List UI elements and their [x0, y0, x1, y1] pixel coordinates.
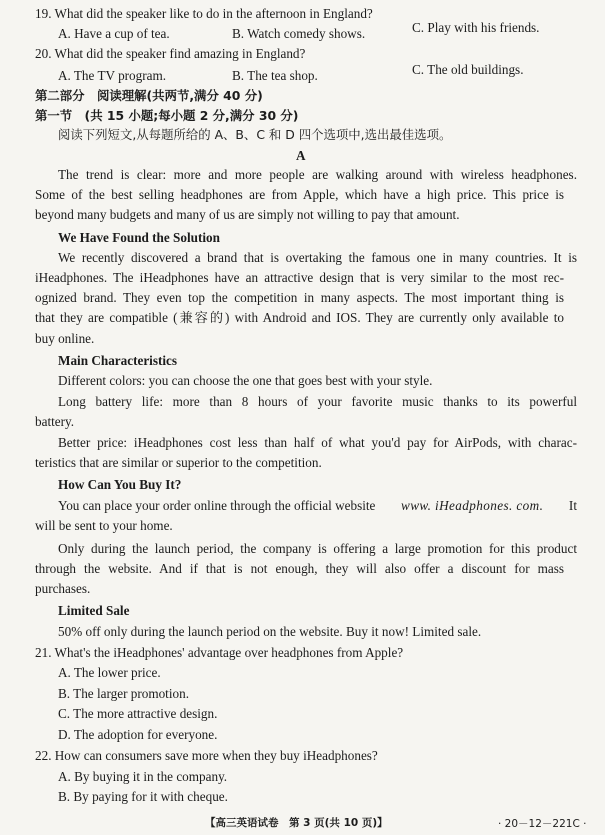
q21-option-d: D. The adoption for everyone. — [58, 727, 218, 742]
q20-option-a: A. The TV program. — [58, 68, 167, 83]
passage-label: A — [296, 148, 306, 163]
passage-p7-line2: through the website. And if that is not enough, they will also offer a discount for mass — [35, 561, 564, 576]
passage-p6-line2: will be sent to your home. — [35, 518, 173, 533]
reading-instruction: 阅读下列短文,从每题所给的 A、B、C 和 D 四个选项中,选出最佳选项。 — [58, 127, 452, 142]
passage-p5-line1: Better price: iHeadphones cost less than half of what you'd pay for AirPods, with charac- — [58, 435, 577, 450]
passage-p2-line2: iHeadphones. The iHeadphones have an attractive design that is very similar to the most rec- — [35, 270, 564, 285]
q19-stem: 19. What did the speaker like to do in the afternoon in England? — [35, 6, 373, 21]
passage-p2-line4: that they are compatible (兼容的) with Android and IOS. They are currently only available to — [35, 310, 564, 325]
q20-option-b: B. The tea shop. — [232, 68, 318, 83]
passage-p2-line3: ognized brand. They even top the competition in many aspects. The most important thing is — [35, 290, 564, 305]
q21-stem: 21. What's the iHeadphones' advantage over headphones from Apple? — [35, 645, 404, 660]
passage-p5-line2: teristics that are similar or superior to the competition. — [35, 455, 322, 470]
passage-p4-line2: battery. — [35, 414, 75, 429]
website-link[interactable]: www. iHeadphones. com. — [401, 498, 544, 513]
passage-p1-line2: Some of the best selling headphones are from Apple, which have a high price. This price is — [35, 187, 564, 202]
q20-option-c: C. The old buildings. — [412, 62, 524, 77]
passage-p6-text: You can place your order online through the official website — [58, 498, 376, 513]
footer-exam-code: · 20－12－221C · — [498, 818, 587, 830]
q21-option-c: C. The more attractive design. — [58, 706, 218, 721]
passage-p8: 50% off only during the launch period on the website. Buy it now! Limited sale. — [58, 624, 482, 639]
passage-p2-line1: We recently discovered a brand that is overtaking the famous one in many countries. It is — [58, 250, 577, 265]
q19-option-a: A. Have a cup of tea. — [58, 26, 170, 41]
passage-p2-line5: buy online. — [35, 331, 95, 346]
q20-stem: 20. What did the speaker find amazing in England? — [35, 46, 306, 61]
passage-p4-line1: Long battery life: more than 8 hours of your favorite music thanks to its powerful — [58, 394, 577, 409]
section1-heading: 第一节 (共 15 小题;每小题 2 分,满分 30 分) — [35, 108, 299, 123]
passage-p6-tail: It — [568, 498, 577, 513]
q22-option-a: A. By buying it in the company. — [58, 769, 228, 784]
q22-stem: 22. How can consumers save more when they buy iHeadphones? — [35, 748, 378, 763]
passage-p7-line3: purchases. — [35, 581, 91, 596]
q22-option-b: B. By paying for it with cheque. — [58, 789, 228, 804]
passage-p1-line1: The trend is clear: more and more people are walking around with wireless headphones. — [58, 167, 577, 182]
subheading-limited-sale: Limited Sale — [58, 603, 130, 618]
passage-p3: Different colors: you can choose the one that goes best with your style. — [58, 373, 433, 388]
subheading-main-characteristics: Main Characteristics — [58, 353, 178, 368]
subheading-solution: We Have Found the Solution — [58, 230, 220, 245]
q21-option-a: A. The lower price. — [58, 665, 161, 680]
q19-option-b: B. Watch comedy shows. — [232, 26, 366, 41]
part2-heading: 第二部分 阅读理解(共两节,满分 40 分) — [35, 88, 263, 103]
q21-option-b: B. The larger promotion. — [58, 686, 189, 701]
passage-p7-line1: Only during the launch period, the company is offering a large promotion for this product — [58, 541, 577, 556]
q19-option-c: C. Play with his friends. — [412, 20, 540, 35]
passage-p6-line1 — [58, 498, 577, 514]
subheading-how-to-buy: How Can You Buy It? — [58, 477, 182, 492]
footer-page-title: 【高三英语试卷 第 3 页(共 10 页)】 — [205, 817, 388, 829]
passage-p1-line3: beyond many budgets and many of us are simply not willing to pay that amount. — [35, 207, 460, 222]
